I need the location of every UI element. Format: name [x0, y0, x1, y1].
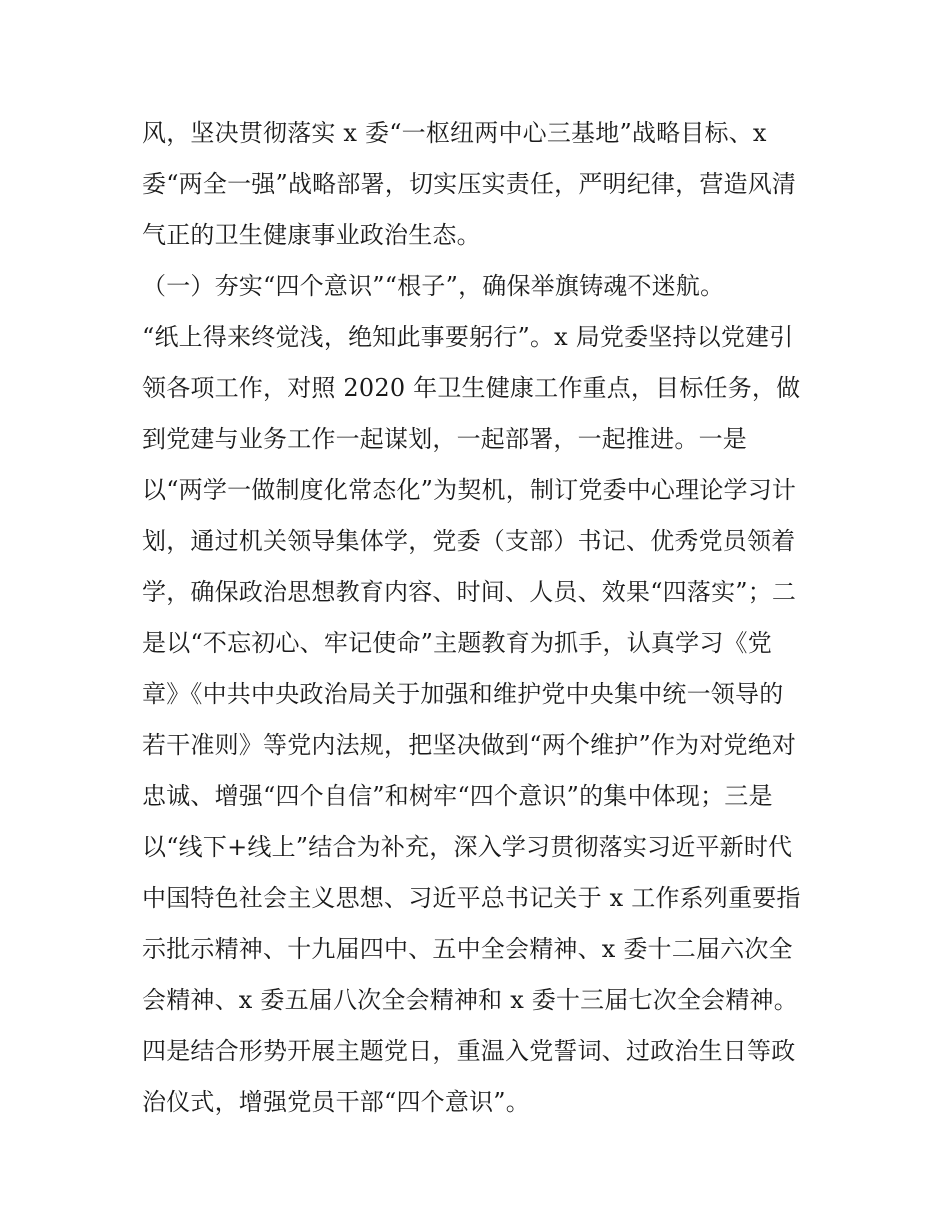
text-line: 学，确保政治思想教育内容、时间、人员、效果“四落实”；二 [142, 578, 797, 606]
text-line: 以“线下+线上”结合为补充，深入学习贯彻落实习近平新时代 [142, 833, 793, 861]
text-line: 以“两学一做制度化常态化”为契机，制订党委中心理论学习计 [142, 476, 797, 504]
text-line: 气正的卫生健康事业政治生态。 [142, 221, 481, 249]
text-line: 风，坚决贯彻落实 x 委“一枢纽两中心三基地”战略目标、x [142, 119, 767, 147]
text-line: 若干准则》等党内法规，把坚决做到“两个维护”作为对党绝对 [142, 731, 797, 759]
text-line: 划，通过机关领导集体学，党委（支部）书记、优秀党员领着 [142, 527, 796, 555]
text-line: 治仪式，增强党员干部“四个意识”。 [142, 1088, 530, 1116]
text-line: 四是结合形势开展主题党日，重温入党誓词、过政治生日等政 [142, 1037, 796, 1065]
text-line: “纸上得来终觉浅，绝知此事要躬行”。x 局党委坚持以党建引 [142, 323, 794, 351]
text-line: 会精神、x 委五届八次全会精神和 x 委十三届七次全会精神。 [142, 986, 798, 1014]
text-line: 是以“不忘初心、牢记使命”主题教育为抓手，认真学习《党 [142, 629, 772, 657]
body-text [142, 108, 822, 1128]
section-heading: （一）夯实“四个意识”“根子”，确保举旗铸魂不迷航。 [142, 272, 725, 300]
text-line: 章》《中共中央政治局关于加强和维护党中央集中统一领导的 [142, 680, 784, 708]
text-line: 示批示精神、十九届四中、五中全会精神、x 委十二届六次全 [142, 935, 793, 963]
text-line: 到党建与业务工作一起谋划，一起部署，一起推进。一是 [142, 425, 747, 453]
text-line: 忠诚、增强“四个自信”和树牢“四个意识”的集中体现；三是 [142, 782, 773, 810]
text-line: 委“两全一强”战略部署，切实压实责任，严明纪律，营造风清 [142, 170, 797, 198]
text-line: 领各项工作，对照 2020 年卫生健康工作重点，目标任务，做 [142, 374, 801, 402]
text-line: 中国特色社会主义思想、习近平总书记关于 x 工作系列重要指 [142, 884, 801, 912]
